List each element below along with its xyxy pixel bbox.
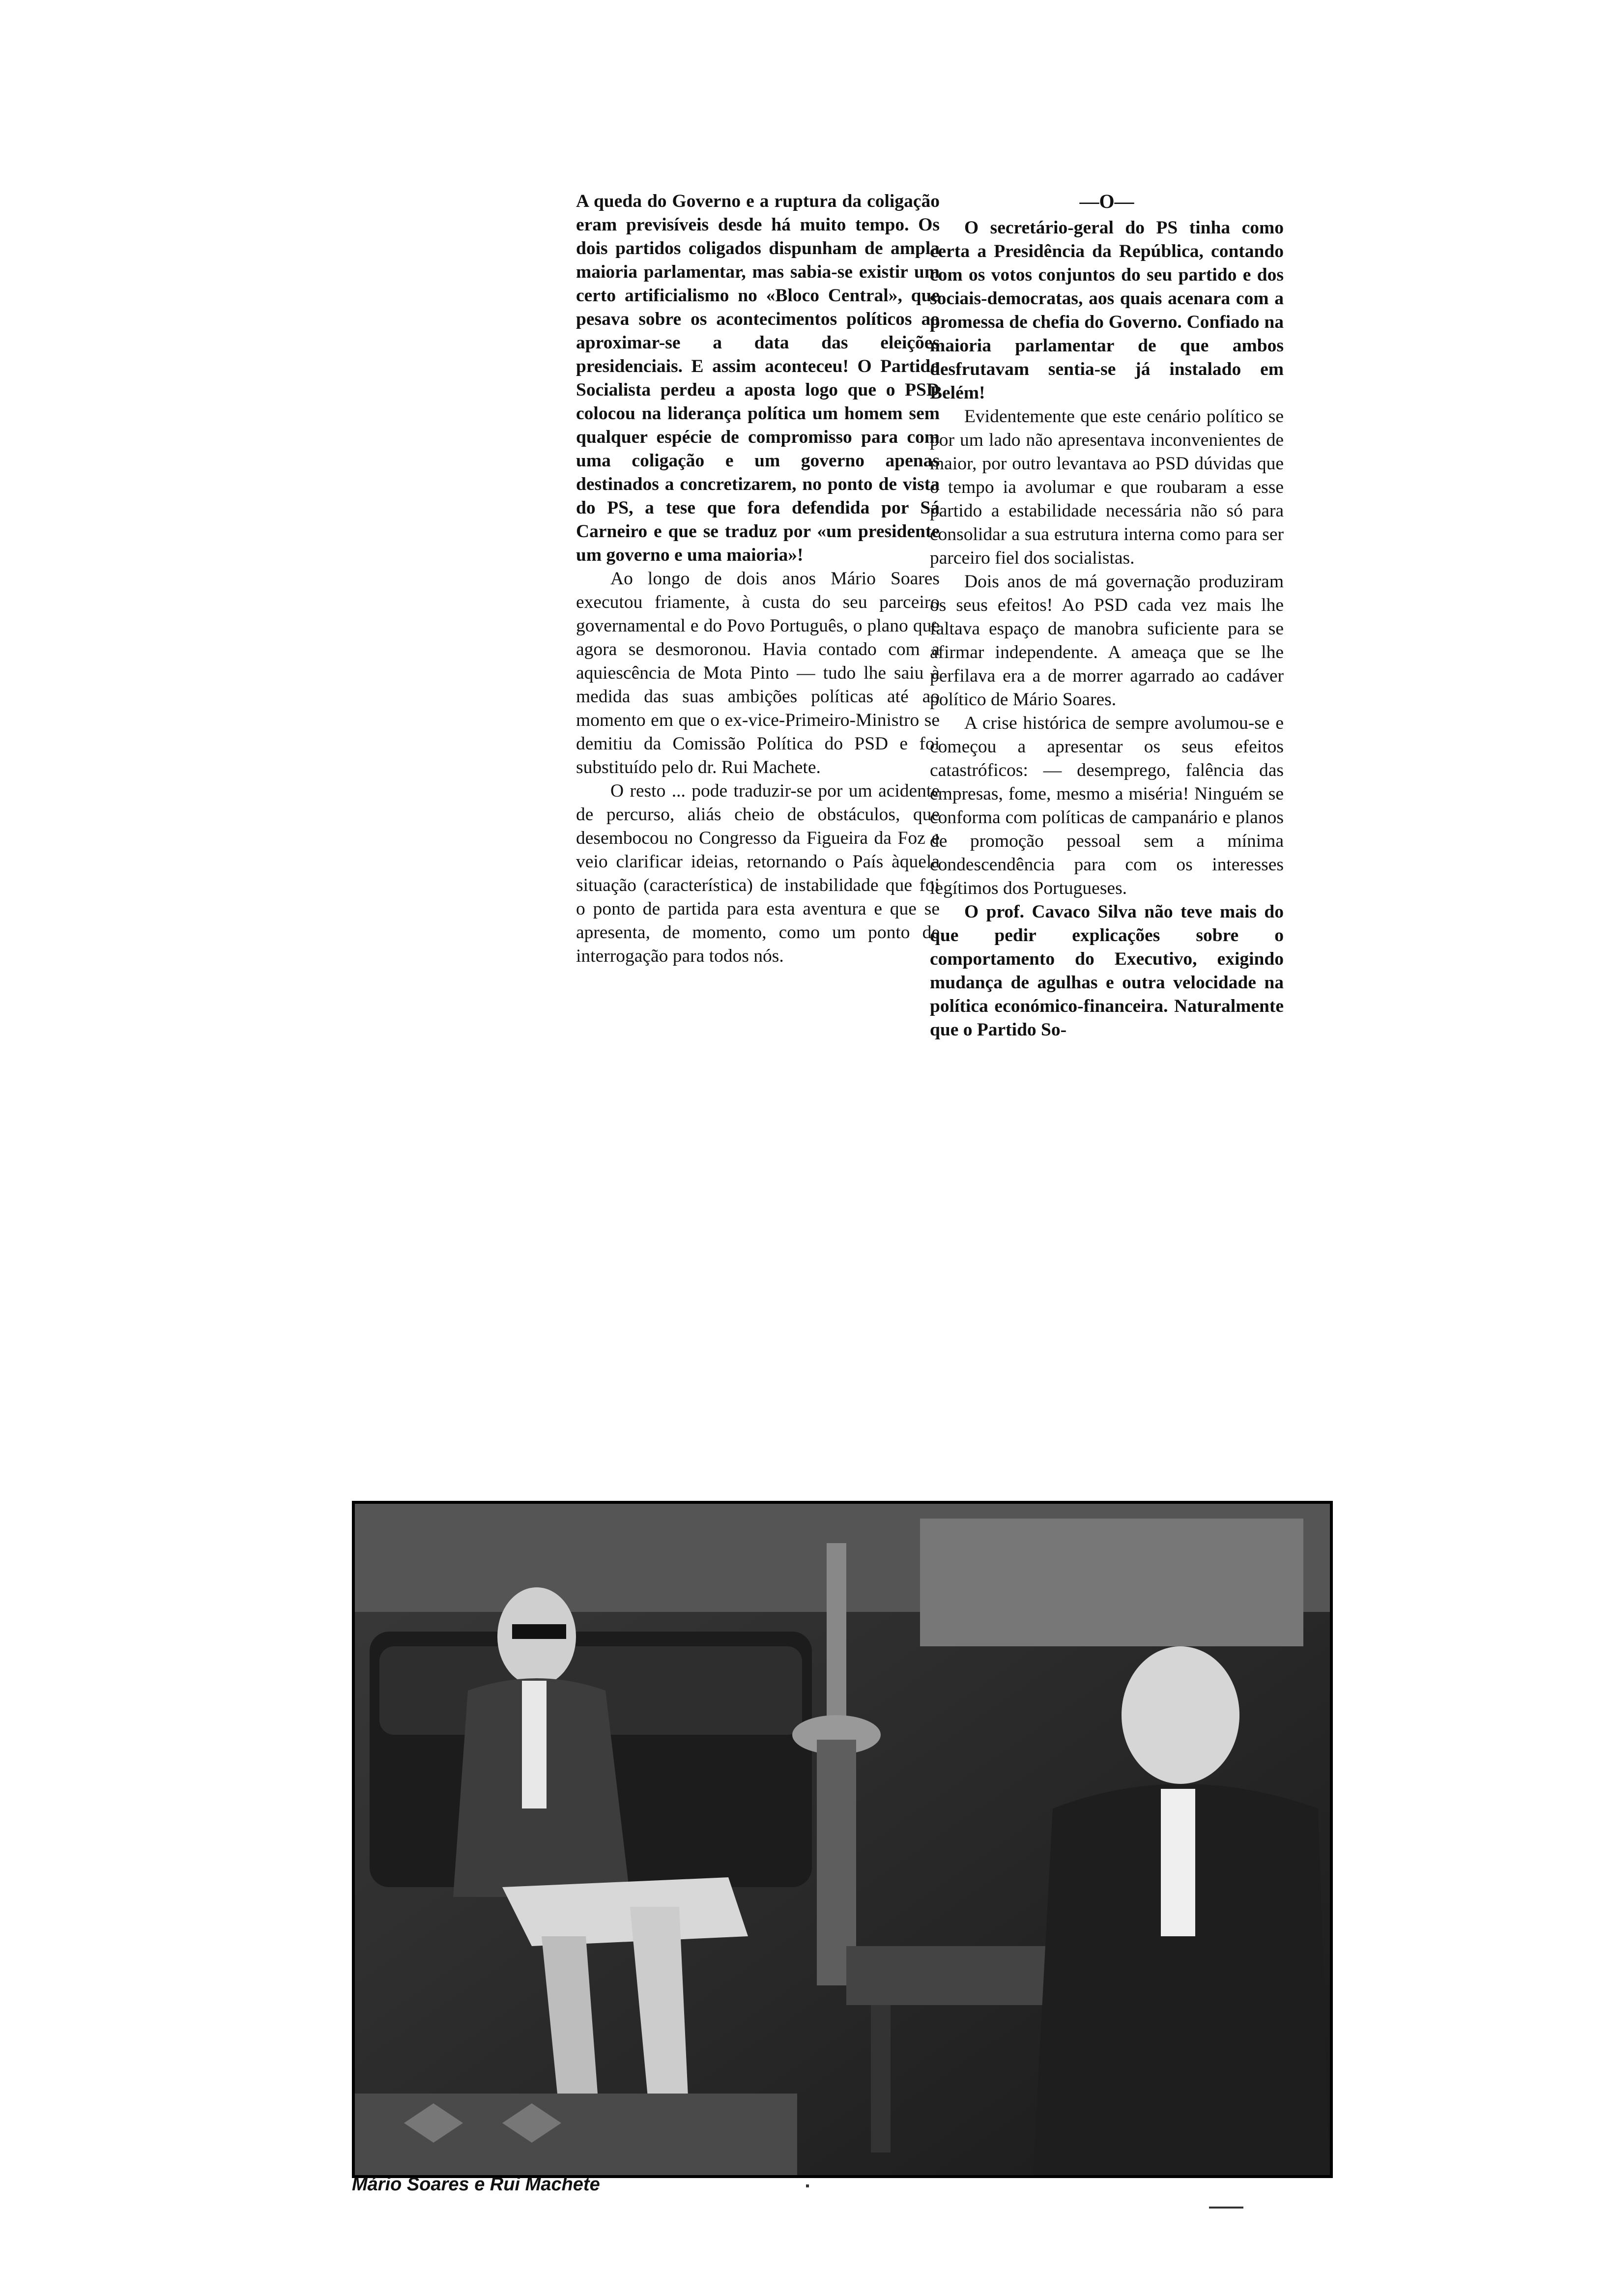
paragraph: O secretário-geral do PS tinha como certa a Presidência da República, contando com os votos conjuntos do seu partido e dos sociais-democratas, aos quais acenara com a promessa de chefia do Governo. Confiado na maioria parlamentar de que ambos desfrutavam sentia-se já instalado em Belém! (930, 218, 1284, 403)
section-separator: —O— (1079, 190, 1134, 212)
scan-speck (806, 2184, 809, 2187)
paragraph: Dois anos de má governação produziram os seus efeitos! Ao PSD cada vez mais lhe faltava espaço de manobra suficiente para se afirmar independente. A ameaça que se lhe perfilava era a de morrer agarrado ao cadáver político de Mário Soares. (930, 572, 1284, 710)
scan-speck (1209, 2207, 1243, 2209)
paragraph: A crise histórica de sempre avolumou-se e começou a apresentar os seus efeitos catastróficos: — desemprego, falência das empresas, fome, mesmo a miséria! Ninguém se conforma com políticas de campanário e planos de promoção pessoal sem a mínima condescendência para com os interesses legítimos dos Portugueses. (930, 713, 1284, 898)
article-left-column (576, 190, 940, 968)
paragraph: Evidentemente que este cenário político se por um lado não apresentava inconvenientes de maior, por outro levantava ao PSD dúvidas que o tempo ia avolumar e que roubaram a esse partido a estabilidade necessária não só para consolidar a sua estrutura interna como para ser parceiro fiel dos socialistas. (930, 406, 1284, 568)
paragraph: O prof. Cavaco Silva não teve mais do que pedir explicações sobre o comportamento do Executivo, exigindo mudança de agulhas e outra velocidade na política económico-financeira. Naturalmente que o Partido So- (930, 902, 1284, 1040)
paragraph: Ao longo de dois anos Mário Soares executou friamente, à custa do seu parceiro governamental e do Povo Português, o plano que agora se desmoronou. Havia contado com a aquiescência de Mota Pinto — tudo lhe saiu à medida das suas ambições políticas até ao momento em que o ex-vice-Primeiro-Ministro se demitiu da Comissão Política do PSD e foi substituído pelo dr. Rui Machete. (576, 569, 940, 777)
paragraph: O resto ... pode traduzir-se por um acidente de percurso, aliás cheio de obstáculos, que desembocou no Congresso da Figueira da Foz e veio clarificar ideias, retornando o País àquela situação (característica) de instabilidade que foi o ponto de partida para esta aventura e que se apresenta, de momento, como um ponto de interrogação para todos nós. (576, 781, 940, 966)
photo-illustration (355, 1504, 1330, 2175)
photo-caption: Mário Soares e Rui Machete (352, 2174, 600, 2195)
paragraph: A queda do Governo e a ruptura da coligação eram previsíveis desde há muito tempo. Os dois partidos coligados dispunham de ampla maioria parlamentar, mas sabia-se existir um certo artificialismo no «Bloco Central», que pesava sobre os acontecimentos políticos ao aproximar-se a data das eleições presidenciais. E assim aconteceu! O Partido Socialista perdeu a aposta logo que o PSD colocou na liderança política um homem sem qualquer espécie de compromisso para com uma coligação e um governo apenas destinados a concretizarem, no ponto de vista do PS, a tese que fora defendida por Sá Carneiro e que se traduz por «um presidente um governo e uma maioria»! (576, 191, 940, 565)
article-right-column (930, 190, 1284, 1042)
news-photo (352, 1501, 1333, 2178)
